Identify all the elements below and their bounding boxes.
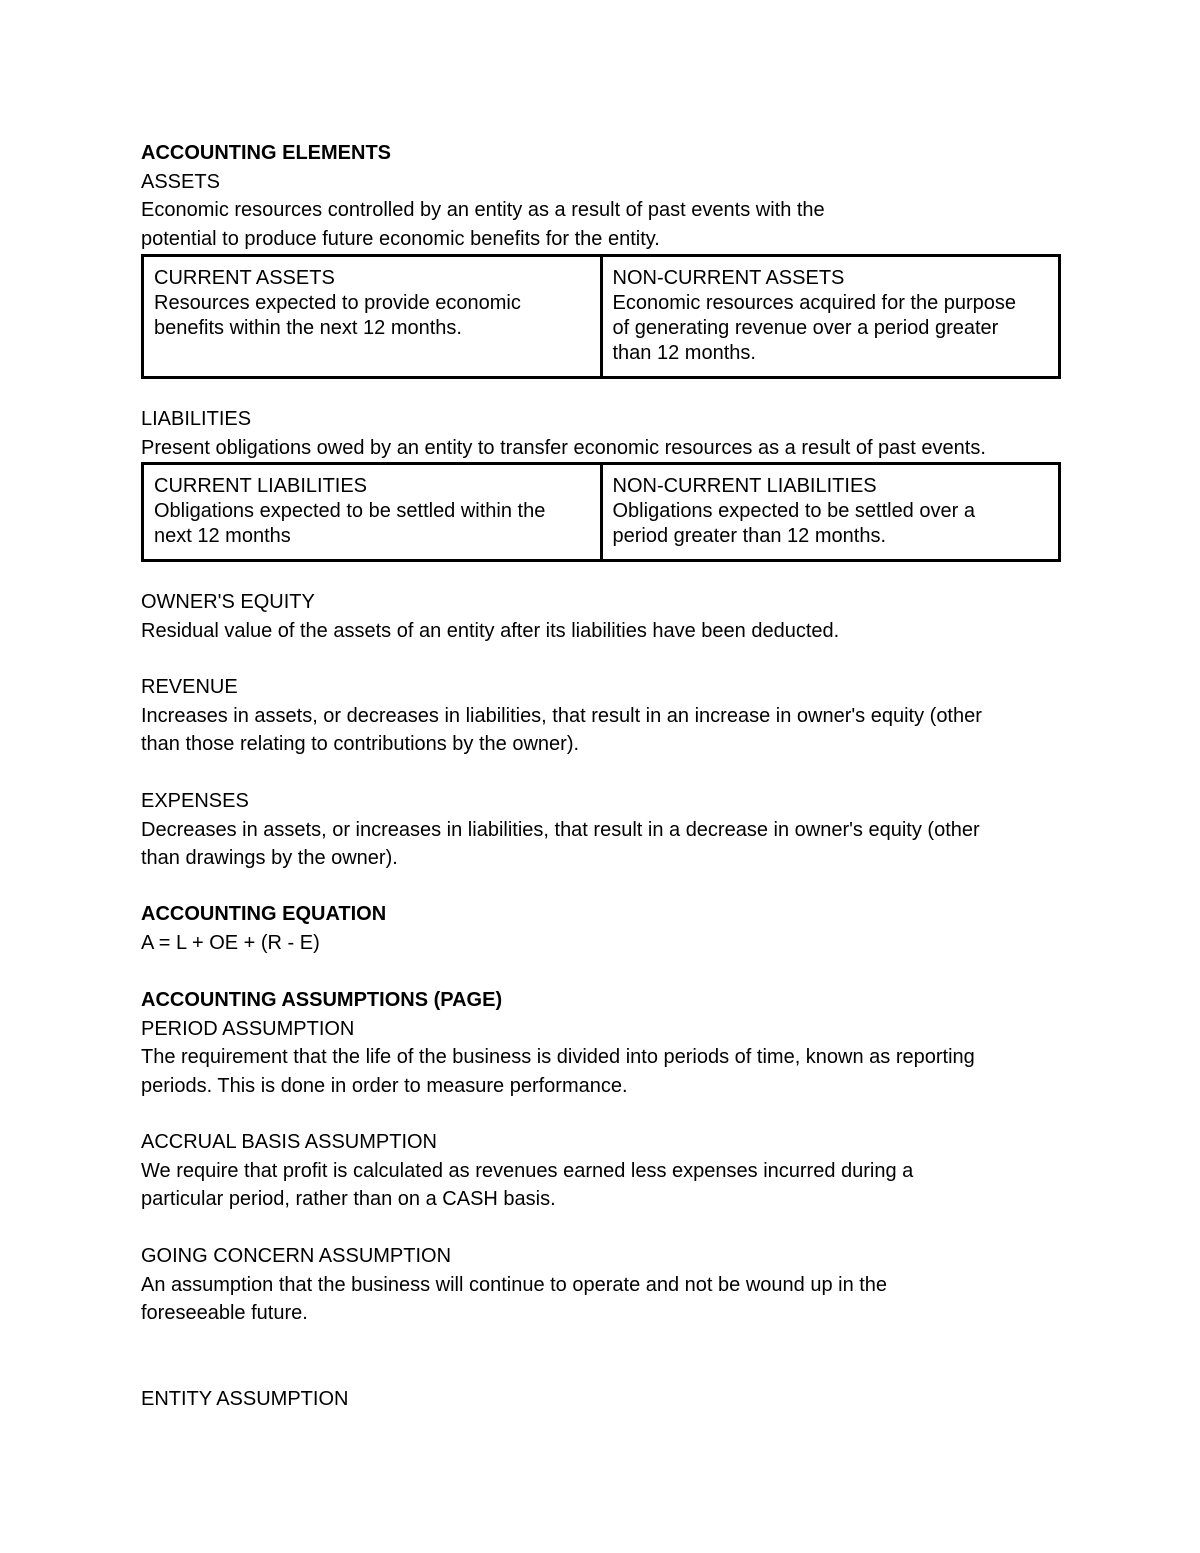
noncurrent-liabilities-line2: period greater than 12 months. [612,525,887,547]
entity-assumption-section [141,1385,1066,1414]
liabilities-section [141,405,1066,462]
noncurrent-liabilities-cell [601,464,1060,561]
revenue-title: REVENUE [141,676,238,698]
going-concern-section [141,1242,1066,1328]
period-assumption-title: PERIOD ASSUMPTION [141,1017,355,1040]
noncurrent-assets-cell [601,256,1060,378]
current-liabilities-title: CURRENT LIABILITIES [154,475,368,497]
accrual-assumption-section [141,1128,1066,1214]
entity-assumption-title: ENTITY ASSUMPTION [141,1388,349,1410]
liabilities-title: LIABILITIES [141,408,252,430]
expenses-def-line1: Decreases in assets, or increases in liabilities, that result in a decrease in owner's equity (other [141,818,980,841]
noncurrent-assets-title: NON-CURRENT ASSETS [612,267,845,289]
going-concern-title: GOING CONCERN ASSUMPTION [141,1245,452,1267]
heading-accounting-elements: ACCOUNTING ELEMENTS [141,142,391,164]
assets-def-line2: potential to produce future economic benefits for the entity. [141,227,660,250]
noncurrent-assets-line2: of generating revenue over a period greater [612,317,999,339]
current-liabilities-line1: Obligations expected to be settled within the [154,500,546,522]
going-concern-line1: An assumption that the business will continue to operate and not be wound up in the [141,1273,888,1296]
period-assumption-section [141,986,1066,1100]
assets-title: ASSETS [141,170,220,193]
noncurrent-assets-line3: than 12 months. [612,342,756,364]
liabilities-table [141,462,1061,562]
current-assets-line2: benefits within the next 12 months. [154,317,462,339]
revenue-def-line1: Increases in assets, or decreases in liabilities, that result in an increase in owner's equity (other [141,704,982,727]
period-assumption-line1: The requirement that the life of the business is divided into periods of time, known as reporting [141,1046,975,1068]
period-assumption-line2: periods. This is done in order to measure performance. [141,1074,628,1097]
accrual-assumption-line2: particular period, rather than on a CASH basis. [141,1188,556,1210]
revenue-section [141,673,1066,759]
accrual-assumption-title: ACCRUAL BASIS ASSUMPTION [141,1131,437,1153]
accrual-assumption-line1: We require that profit is calculated as revenues earned less expenses incurred during a [141,1159,914,1182]
current-assets-cell [143,256,602,378]
equity-section [141,588,1066,645]
expenses-title: EXPENSES [141,790,249,812]
current-assets-line1: Resources expected to provide economic [154,292,521,314]
expenses-def-line2: than drawings by the owner). [141,847,398,869]
equation-formula: A = L + OE + (R - E) [141,931,320,954]
noncurrent-liabilities-title: NON-CURRENT LIABILITIES [612,475,877,497]
noncurrent-liabilities-line1: Obligations expected to be settled over a [612,500,975,522]
equation-section [141,900,1066,957]
equity-def-line1: Residual value of the assets of an entity after its liabilities have been deducted. [141,619,840,642]
revenue-def-line2: than those relating to contributions by the owner). [141,733,580,755]
heading-accounting-assumptions: ACCOUNTING ASSUMPTIONS (PAGE) [141,989,503,1011]
assets-def-line1: Economic resources controlled by an entity as a result of past events with the [141,199,825,221]
equity-title: OWNER'S EQUITY [141,591,315,613]
liabilities-def-line1: Present obligations owed by an entity to transfer economic resources as a result of past events. [141,436,986,459]
current-assets-title: CURRENT ASSETS [154,267,335,289]
assets-table [141,254,1061,379]
heading-accounting-equation: ACCOUNTING EQUATION [141,903,387,925]
current-liabilities-cell [143,464,602,561]
assets-section [141,139,1066,253]
expenses-section [141,787,1066,873]
current-liabilities-line2: next 12 months [154,525,291,547]
noncurrent-assets-line1: Economic resources acquired for the purpose [612,292,1017,314]
going-concern-line2: foreseeable future. [141,1302,308,1324]
